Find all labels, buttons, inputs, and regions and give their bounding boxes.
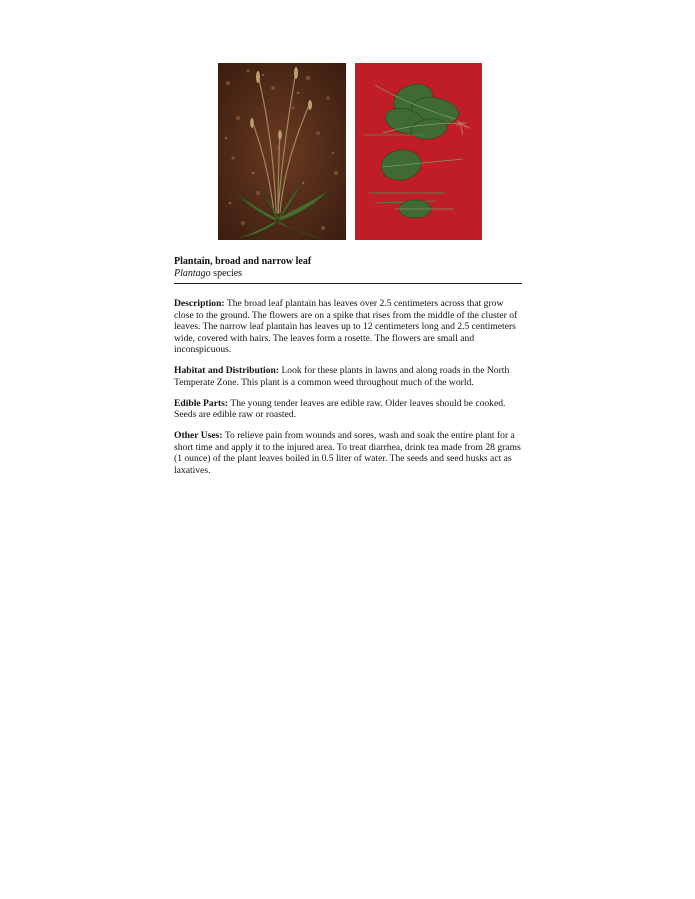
edible-parts-section (174, 398, 524, 421)
description-heading: Description: (174, 298, 225, 309)
red-background-leaves-illustration (355, 63, 482, 240)
genus-name: Plantago (174, 268, 211, 279)
habitat-text: Look for these plants in lawns and along roads in the North Temperate Zone. This plant is a common weed throughout much of the world. (174, 365, 510, 388)
habitat-heading: Habitat and Distribution: (174, 365, 280, 376)
other-uses-heading: Other Uses: (174, 430, 223, 441)
habitat-section (174, 365, 524, 388)
title-divider (174, 283, 522, 284)
other-uses-text: To relieve pain from wounds and sores, wash and soak the entire plant for a short time and apply it to the injured area. To treat diarrhea, drink tea made from 28 grams (1 ounce) of the plant leaves boiled in 0.5 liter of water. The seeds and seed husks act as laxatives. (174, 430, 521, 476)
plant-scientific-name (174, 268, 522, 280)
genus-suffix: species (210, 268, 243, 279)
narrow-leaf-plantain-photo (218, 63, 346, 240)
edible-parts-heading: Edible Parts: (174, 397, 229, 409)
description-text: The broad leaf plantain has leaves over 2.5 centimeters across that grow close to the ground. The flowers are on a spike that rises from the middle of the cluster of leaves. The narrow leaf plantain has leaves up to 12 centimeters long and 2.5 centimeters wide, covered with hairs. The leaves form a rosette. The flowers are small and inconspicuous. (174, 298, 518, 355)
plant-title: Plantain, broad and narrow leaf (174, 256, 312, 267)
plant-description-body (174, 298, 524, 486)
description-section (174, 298, 524, 356)
edible-parts-text: The young tender leaves are edible raw. Older leaves should be cooked. Seeds are edible raw or roasted. (174, 397, 506, 420)
other-uses-section (174, 430, 524, 476)
plant-entry-header (174, 256, 522, 280)
broad-leaf-plantain-photo (355, 63, 482, 240)
soil-scene-illustration (218, 63, 346, 240)
